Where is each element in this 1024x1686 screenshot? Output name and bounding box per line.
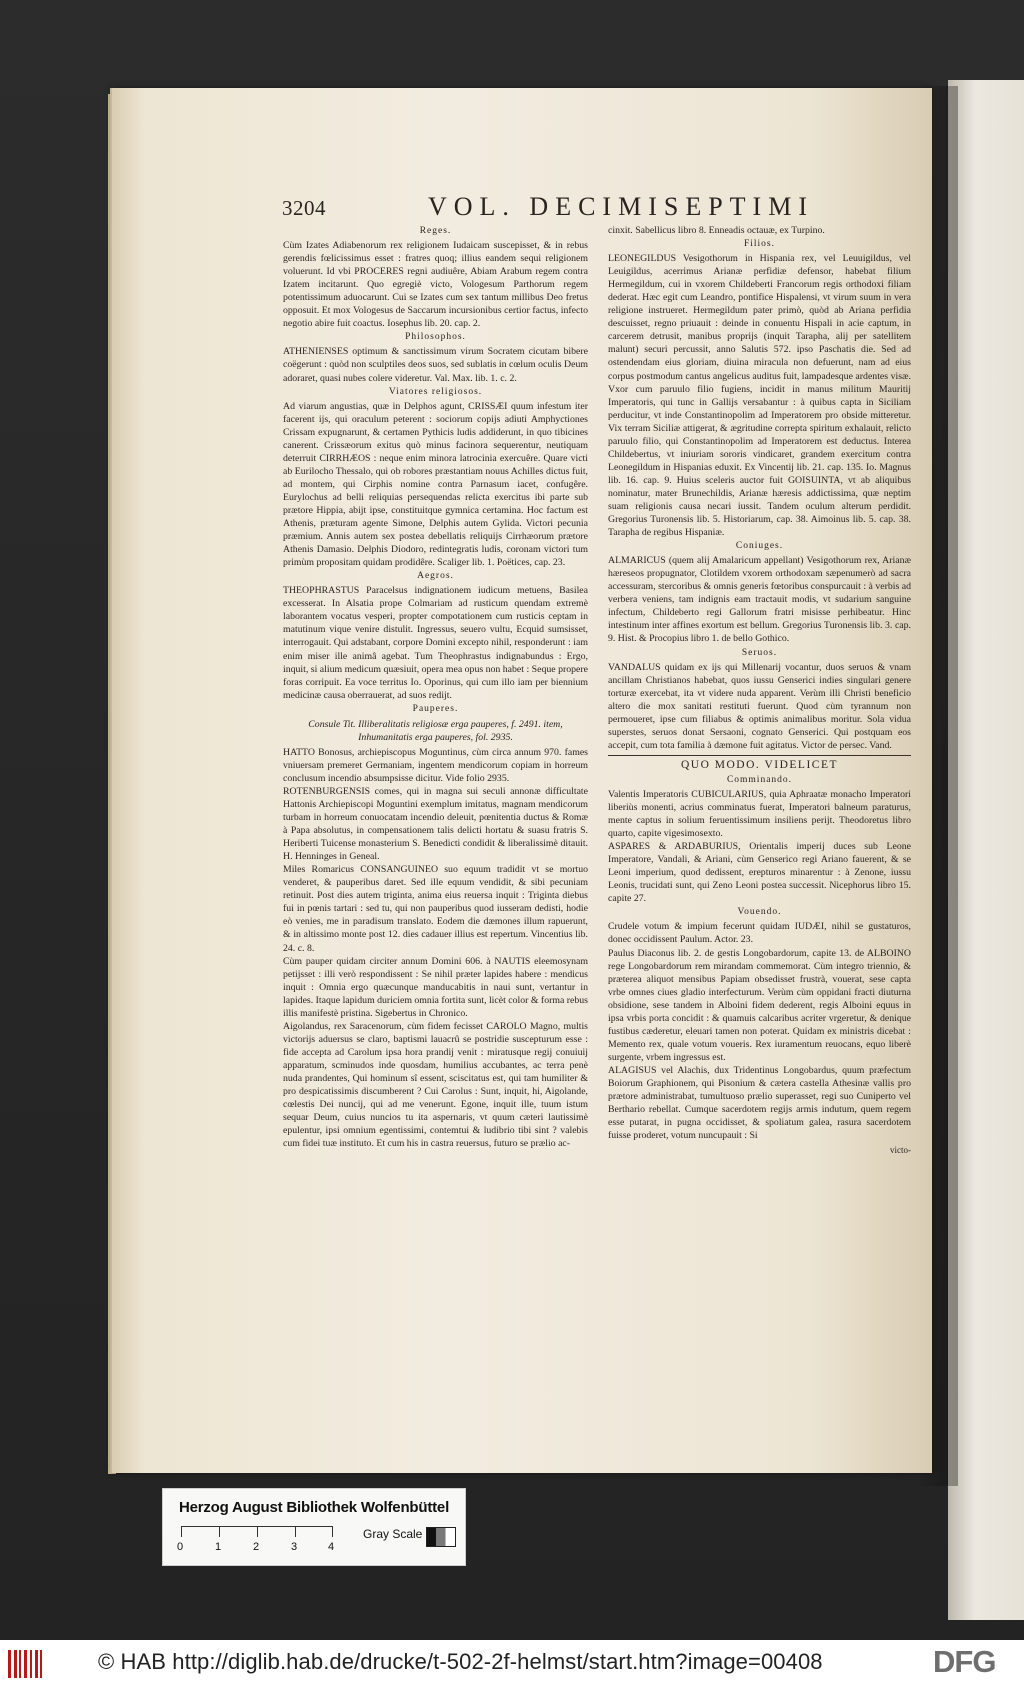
paragraph: Crudele votum & impium fecerunt quidam IUDÆI, nihil se gustaturos, donec occidissent Paulum. Actor. 23. (608, 921, 911, 946)
catchword: victo- (890, 1145, 911, 1156)
section-heading: Pauperes. (412, 703, 459, 714)
library-label (162, 1488, 466, 1566)
scale-number: 2 (253, 1541, 260, 1553)
gray-scale-swatch (426, 1527, 456, 1547)
paragraph: Cùm pauper quidam circiter annum Domini 606. à NAUTIS eleemosynam petijsset : illi verò respondissent : Se nihil præter lapides habere : mendicus inquit : Omnia ergo quæcunque manducabitis in naui sunt, vertantur in lapides. Itaque lapidum duriciem omnia fortita sunt, licèt color & forma rebus illis manifestè pristina. Sigebertus in Chronico. (283, 955, 588, 1019)
cross-reference-note: Consule Tit. Illiberalitatis religiosæ erga pauperes, f. 2491. item, Inhumanitatis erga pauperes, fol. 2935. (308, 718, 563, 743)
dfg-logo: DFG (933, 1644, 996, 1679)
chapter-heading: QUO MODO. VIDELICET (680, 758, 838, 771)
scale-number: 1 (215, 1541, 222, 1553)
paragraph: Cùm Izates Adiabenorum rex religionem Iudaicam suscepisset, & in rebus gerendis fœlicissimus esset : fratres quoq; illius eandem sequi religionem voluerunt. Id vbi PROCERES regni audiuêre, Abiam Arabum regem contra Izatem incitarunt. Quo egregiè victo, Vologesum Parthorum regem potentissimum aduocarunt. Cui se Izates cum sex tantum millibus Deo fretus opposuit. Et mox Vologesus de Saccarum incursionibus certior factus, infecto negotio abire fuit coactus. Iosephus lib. 20. cap. 2. (283, 240, 588, 330)
paragraph: Paulus Diaconus lib. 2. de gestis Longobardorum, capite 13. de ALBOINO rege Longobardorum rem mirandam commemorat. Cùm integro triennio, & præterea aliquot mensibus Papiam obsedisset frustrà, vouerat, sese capta vrbe omnes ciues gladio interfecturum. Verùm cùm oppidani fracti diuturna obsidione, sese tandem in Alboini fidem dederent, regis Alboini equus in ipsa vrbis porta concidit : & quamuis calcaribus acriter vrgeretur, & denique fustibus cæderetur, eleuari tamen non poterat. Quidam ex ministris dicebat : Memento rex, quale votum voueris. Rex iuramentum reuocans, equo liberè surgente, vrbem ingressus est. (608, 947, 911, 1063)
paragraph: cinxit. Sabellicus libro 8. Enneadis octauæ, ex Turpino. (608, 225, 825, 236)
section-heading: Comminando. (726, 774, 793, 785)
right-column (608, 224, 911, 1394)
paragraph: Aigolandus, rex Saracenorum, cùm fidem fecisset CAROLO Magno, multis victorijs aduersus se claro, baptismi lauacrû se postridie suscepturum esse : fide accepta ad Carolum ipsa hora prandij venit : miratusque regij conuiuij apparatum, scminudos inde quosdam, humilius accubantes, ac terra penè nuda prandentes, Qui hominum sî essent, sciscitatus est, qui tam humiliter & pro despicatissimis discumberent ? Cui Carolus : Sunt, inquit, hi, Aigolande, cœlestis Dei nuncij, qui ad me venerunt. Egone, inquit ille, tuum istum sequar Deum, cuius nuncios tu ita aspernaris, vt quum cæteri lautissimè epulentur, ipsi omnium egentissimi, contemtui & ludibrio tibi sint ? valebis cum fidei tuæ instituto. Et cum his in castra reuersus, futuro se prælio ac- (283, 1020, 588, 1150)
library-name: Herzog August Bibliothek Wolfenbüttel (178, 1499, 450, 1516)
gray-scale-label: Gray Scale (363, 1527, 423, 1541)
paragraph: Ad viarum angustias, quæ in Delphos agunt, CRISSÆI quum infestum iter facerent ijs, qui oraculum peterent : sociorum copijs adiuti Amphyctiones Crissam expugnarunt, & certamen Pythicis ludis addiderunt, in quo tibicines canerent. Crissæorum exitus quò minus facinora sequerentur, neutiquam deterruit CIRRHÆOS : neque enim minora latrocinia exercuêre. Quare victi ab Eurilocho Thessalo, qui ob robores præstantiam nouus Achilles dictus fuit, ad montem, qui Cirphis nomine contra Parnasum iacet, confugêre. Eurylochus ad belli reliquias persequendas relicta exercitus ibi parte sub prætore Hippia, abijt ipse, constituitque gymnica certamina. Hoc factum est Athenis, præturam agente Simone, Delphis autem Gylida. Victori pecunia præmium. Annis autem sex postea debellatis reliquijs Cirrhæorum prætore Athenis Damasio. Delphis Diodoro, redintegratis ludis, coronam victori tum primùm propositam quidam prodidêre. Scaliger lib. 1. Poëtices, cap. 23. (283, 400, 588, 569)
paragraph: THEOPHRASTUS Paracelsus indignationem iudicum metuens, Basilea excesserat. In Alsatia prope Colmariam ad rusticum quendam extremè laborantem vocatus vesperi, propter compotationem cum rusticis ceptam in matutinum vique venire distulit. Ingressus, seuero vultu, Ecquid sumsisset, interrogauit. Qui adstabant, corpore Domini excepto nihil, responderunt : iam enim miser ille animâ agebat. Tum Theophrastus indignabundus : Ergo, inquit, si alium medicum quæsiuit, opera mea opus non habet : Seque propere foras corripuit. Ea voce territus Io. Oporinus, qui cum illo iam per biennium medicinæ causa oberrauerat, ad suos redijt. (283, 585, 588, 701)
rule-line (608, 755, 911, 756)
section-heading: Reges. (419, 226, 452, 236)
paragraph: HATTO Bonosus, archiepiscopus Moguntinus, cùm circa annum 970. fames vniuersam premeret Germaniam, ingentem mendicorum copiam in horreum conclusum incendio absumpsisse dicitur. Vide folio 2935. (283, 746, 588, 784)
section-heading: Viatores religiosos. (388, 386, 483, 397)
section-heading: Philosophos. (405, 332, 466, 343)
scale-number: 3 (291, 1541, 298, 1553)
paragraph: Valentis Imperatoris CUBICULARIUS, quia Aphraatæ monacho Imperatori liberiùs monenti, acrius comminatus fuerat, Imperatori balneum paraturus, mente captus in solium feruentissimum insiliens perijt. Theodoretus libro quarto, capite vigesimosexto. (608, 788, 911, 840)
scale-number: 4 (328, 1541, 335, 1553)
source-url-link[interactable]: © HAB http://diglib.hab.de/drucke/t-502-2f-helmst/start.htm?image=00408 (98, 1649, 823, 1674)
scale-number: 0 (177, 1541, 184, 1553)
paragraph: LEONEGILDUS Vesigothorum in Hispania rex, vel Leuuigildus, vel Leuigildus, acerrimus Arianæ perfidiæ defensor, habebat filium Hermegildum, cui in vxorem Childeberti Francorum regis orthodoxi filiam dederat. Hæc egit cum Leandro, pontifice Hispalensi, vt virum suum in vera religione instrueret. Hermegildum pater primò, quòd ab Ariana perfidia descuisset, regno priuauit : deinde in conuentu Hispali in acie captum, in carcerem detrusit, manibus proprijs (inquit Tarapha, alij per satellitem malunt) securi percussit, anno Salutis 572. ipso Paschatis die. Sed ad ostendendam eius gloriam, diuina miracula non defuerunt, nam ad eius corpus postmodum cantus angelicus auditus fuit, lampadesque ardentes visæ. Vxor cum paruulo filio fugiens, incidit in manus militum Mauritij Imperatoris, qui tunc in Gallijs versabantur : à quibus capta in Siciliam perducitur, vt inde Constantinopolim ad Imperatorem pro obside mitteretur. Vix terram Siciliæ attigerat, & ægritudine correpta spiritum exhalauit, relicto paruulo filio, qui Constantinopolim ad Imperatorem est deductus. Interea Childebertus, vt iniuriam sororis vindicaret, grandem exercitum contra Leonegildum in Hispanias eduxit. Ex Vincentij lib. 21. cap. 135. Io. Magnus lib. 16. cap. 9. Huius sceleris auctor fuit GOISUINTA, vt ab aliquibus nominatur, mater Brunechildis, Arianæ hæresis addictissima, quæ neptim suam religionis causa necari iussit. Tandem oculum alterum perdidit. Gregorius Turonensis lib. 5. Historiarum, cap. 38. Aimoinus lib. 5. cap. 38. Tarapha de regibus Hispaniæ. (608, 253, 911, 539)
section-heading: Seruos. (741, 647, 778, 658)
facing-page-edge (948, 80, 1024, 1620)
section-heading: Vouendo. (737, 907, 782, 918)
paragraph: VANDALUS quidam ex ijs qui Millenarij vocantur, duos seruos & vnam ancillam Christianos habebat, quos iussu Genserici indies singulari genere torturæ exercebat, ita vt videre nuda apparent. Verùm illi Christi beneficio altero die mox sanitati restituti fuerunt. Quod cùm tyrannum non permoueret, ipse cum filiabus & optimis animalibus moritur. Sola vidua superstes, seruos donat Sersaoni, cognato Genserici. Qui postquam eos accepit, cum tota familia à dæmone fuit agitatus. Victor de persec. Vand. (608, 661, 911, 751)
section-heading: Coniuges. (735, 541, 784, 552)
section-heading: Filios. (743, 239, 776, 250)
running-title: VOL. DECIMISEPTIMI (428, 192, 814, 221)
paragraph: ROTENBURGENSIS comes, qui in magna sui seculi annonæ difficultate Hattonis Archiepiscopi Moguntini exemplum imitatus, magnam mendicorum turbam in horreum conuocatam incendio deleuit, pœnitentia ductus & Romæ à Papa absolutus, in compensationem talis delicti hortatu & suasu fratris S. Heriberti Tuicense monasterium S. Benedicti condidit & liberalissimè ditauit. H. Henninges in Geneal. (283, 785, 588, 863)
paragraph: Miles Romaricus CONSANGUINEO suo equum tradidit vt se mortuo venderet, & pauperibus daret. Sed ille equum vendidit, & sibi pecuniam retinuit. Post dies autem triginta, anima eius reuersa inquit : Triginta diebus fui in pœnis tartari : sed tu, qui non pauperibus quod iusseram dedisti, hodie eò venies, me in paradisum translato. Eodem die dæmones illum rapuerunt, & in altissimo monte post 12. dies cadauer illius est repertum. Vincentius lib. 24. c. 8. (283, 864, 588, 954)
paragraph: ATHENIENSES optimum & sanctissimum virum Socratem cicutam bibere coëgerunt : quòd non sculptiles deos suos, sed sublatis in cœlum oculis Deum adoraret, quasi nubes colere videretur. Val. Max. lib. 1. c. 2. (283, 346, 588, 384)
left-column (283, 224, 588, 1394)
paragraph: ALAGISUS vel Alachis, dux Tridentinus Longobardus, quum præfectum Boiorum Graphionem, qui Pisonium & cætera castella Athesinæ vallis pro prætore administrabat, tumultuoso prælio superasset, regi suo Cuniperto vel Berthario rebellat. Cumque sacerdotem regijs armis indutum, quem regem esse putarat, in pugna occidisset, & spoliatum galea, rasura sacerdotem fuisse proderet, votum nuncupauit : Si (608, 1064, 911, 1142)
scale-ruler (181, 1526, 333, 1538)
paragraph: ASPARES & ARDABURIUS, Orientalis imperij duces sub Leone Imperatore, Vandali, & Ariani, cùm Genserico regi Ariano fauerent, & se Leoni imperium, quod dedissent, erepturos minarentur : à Zenone, iussu Leonis, trucidati sunt, qui Zeno Leoni postea successit. Nicephorus libro 15. capite 27. (608, 841, 911, 905)
viewer-footer (0, 1640, 1024, 1686)
page-number: 3204 (282, 196, 326, 220)
paragraph: ALMARICUS (quem alij Amalaricum appellant) Vesigothorum rex, Arianæ hæreseos propugnator, Clotildem vxorem orthodoxam sæpenumerò ad sacra accessuram, stercoribus & omnis generis fœtoribus conspurcauit : à verbis ad verbera veniens, tam indignis eam tractauit modis, vt sudarium sanguine infectum, Childeberto regi Gallorum fratri misisse perhibeatur. Hinc intestinum inter affines exortum est bellum. Gregorius Turonensis lib. 3. cap. 9. Hist. & Procopius libro 1. de bello Gothico. (608, 555, 911, 645)
hab-barcode-icon (8, 1650, 42, 1678)
section-heading: Aegros. (417, 571, 454, 582)
